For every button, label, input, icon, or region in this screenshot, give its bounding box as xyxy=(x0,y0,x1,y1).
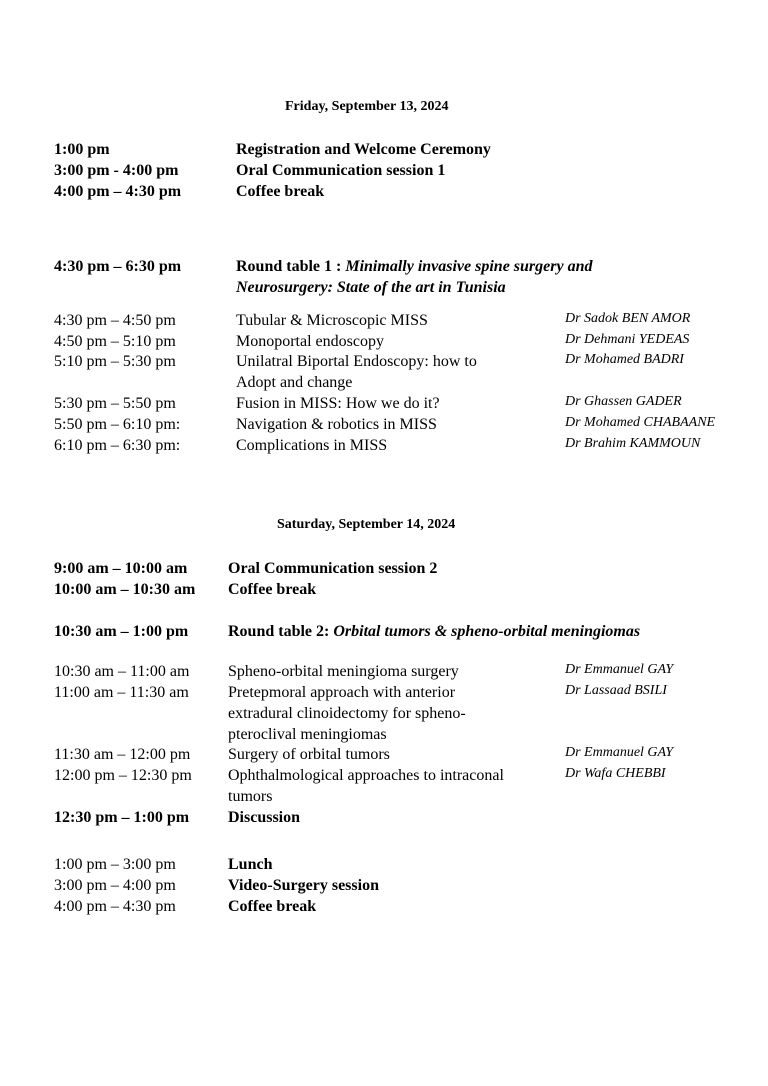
round-table-time: 4:30 pm – 6:30 pm xyxy=(54,258,182,275)
talk-title: Spheno-orbital meningioma surgery xyxy=(228,663,459,680)
session-time: 4:00 pm – 4:30 pm xyxy=(54,183,182,200)
session-title: Oral Communication session 1 xyxy=(236,162,446,179)
round-table-heading xyxy=(228,621,640,642)
round-table-time: 10:30 am – 1:00 pm xyxy=(54,623,189,640)
session-time: 10:00 am – 10:30 am xyxy=(54,581,196,598)
talk-time: 11:30 am – 12:00 pm xyxy=(54,746,191,763)
talk-title: Monoportal endoscopy xyxy=(236,333,384,350)
talk-title-line2: Adopt and change xyxy=(236,374,353,391)
talk-speaker: Dr Emmanuel GAY xyxy=(565,662,674,677)
session-time: 3:00 pm - 4:00 pm xyxy=(54,162,179,179)
talk-title: Fusion in MISS: How we do it? xyxy=(236,395,440,412)
talk-time: 11:00 am – 11:30 am xyxy=(54,684,189,701)
talk-speaker: Dr Mohamed CHABAANE xyxy=(565,415,716,430)
talk-speaker: Dr Brahim KAMMOUN xyxy=(565,436,701,451)
session-time: 9:00 am – 10:00 am xyxy=(54,560,188,577)
talk-time: 5:50 pm – 6:10 pm: xyxy=(54,416,181,433)
talk-time: 12:00 pm – 12:30 pm xyxy=(54,767,192,784)
day1-header: Friday, September 13, 2024 xyxy=(285,99,449,114)
session-time: 4:00 pm – 4:30 pm xyxy=(54,898,176,915)
session-time: 3:00 pm – 4:00 pm xyxy=(54,877,176,894)
talk-title-line2: extradural clinoidectomy for spheno- xyxy=(228,705,466,722)
talk-title: Complications in MISS xyxy=(236,437,388,454)
talk-title: Navigation & robotics in MISS xyxy=(236,416,437,433)
talk-title: Surgery of orbital tumors xyxy=(228,746,390,763)
round-table-topic-line2: Neurosurgery: State of the art in Tunisia xyxy=(236,279,506,296)
day2-header: Saturday, September 14, 2024 xyxy=(277,517,456,532)
session-time: 1:00 pm xyxy=(54,141,110,158)
session-title: Coffee break xyxy=(236,183,325,200)
talk-title: Unilatral Biportal Endoscopy: how to xyxy=(236,353,477,370)
round-table-label: Round table 2: xyxy=(228,623,334,640)
talk-title: Tubular & Microscopic MISS xyxy=(236,312,428,329)
talk-title: Pretepmoral approach with anterior xyxy=(228,684,456,701)
session-title: Coffee break xyxy=(228,898,317,915)
talk-speaker: Dr Mohamed BADRI xyxy=(565,352,684,367)
session-title: Lunch xyxy=(228,856,273,873)
talk-time: 4:30 pm – 4:50 pm xyxy=(54,312,176,329)
talk-time: 5:10 pm – 5:30 pm xyxy=(54,353,176,370)
talk-speaker: Dr Dehmani YEDEAS xyxy=(565,332,690,347)
session-title: Coffee break xyxy=(228,581,317,598)
session-time: 1:00 pm – 3:00 pm xyxy=(54,856,176,873)
talk-time: 5:30 pm – 5:50 pm xyxy=(54,395,176,412)
round-table-topic: Minimally invasive spine surgery and xyxy=(345,258,593,275)
session-title: Oral Communication session 2 xyxy=(228,560,438,577)
talk-speaker: Dr Ghassen GADER xyxy=(565,394,682,409)
talk-speaker: Dr Wafa CHEBBI xyxy=(565,766,666,781)
talk-time: 4:50 pm – 5:10 pm xyxy=(54,333,176,350)
talk-title-line2: tumors xyxy=(228,788,273,805)
talk-speaker: Dr Emmanuel GAY xyxy=(565,745,674,760)
talk-speaker: Dr Lassaad BSILI xyxy=(565,683,667,698)
talk-time: 6:10 pm – 6:30 pm: xyxy=(54,437,181,454)
talk-title: Ophthalmological approaches to intraconal xyxy=(228,767,504,784)
session-title: Discussion xyxy=(228,809,301,826)
session-time: 12:30 pm – 1:00 pm xyxy=(54,809,190,826)
session-title: Registration and Welcome Ceremony xyxy=(236,141,491,158)
round-table-label: Round table 1 : xyxy=(236,258,346,275)
talk-time: 10:30 am – 11:00 am xyxy=(54,663,190,680)
session-title: Video-Surgery session xyxy=(228,877,379,894)
round-table-topic: Orbital tumors & spheno-orbital meningiomas xyxy=(333,623,641,640)
round-table-heading xyxy=(236,256,592,277)
talk-title-line3: pteroclival meningiomas xyxy=(228,726,387,743)
talk-speaker: Dr Sadok BEN AMOR xyxy=(565,311,691,326)
